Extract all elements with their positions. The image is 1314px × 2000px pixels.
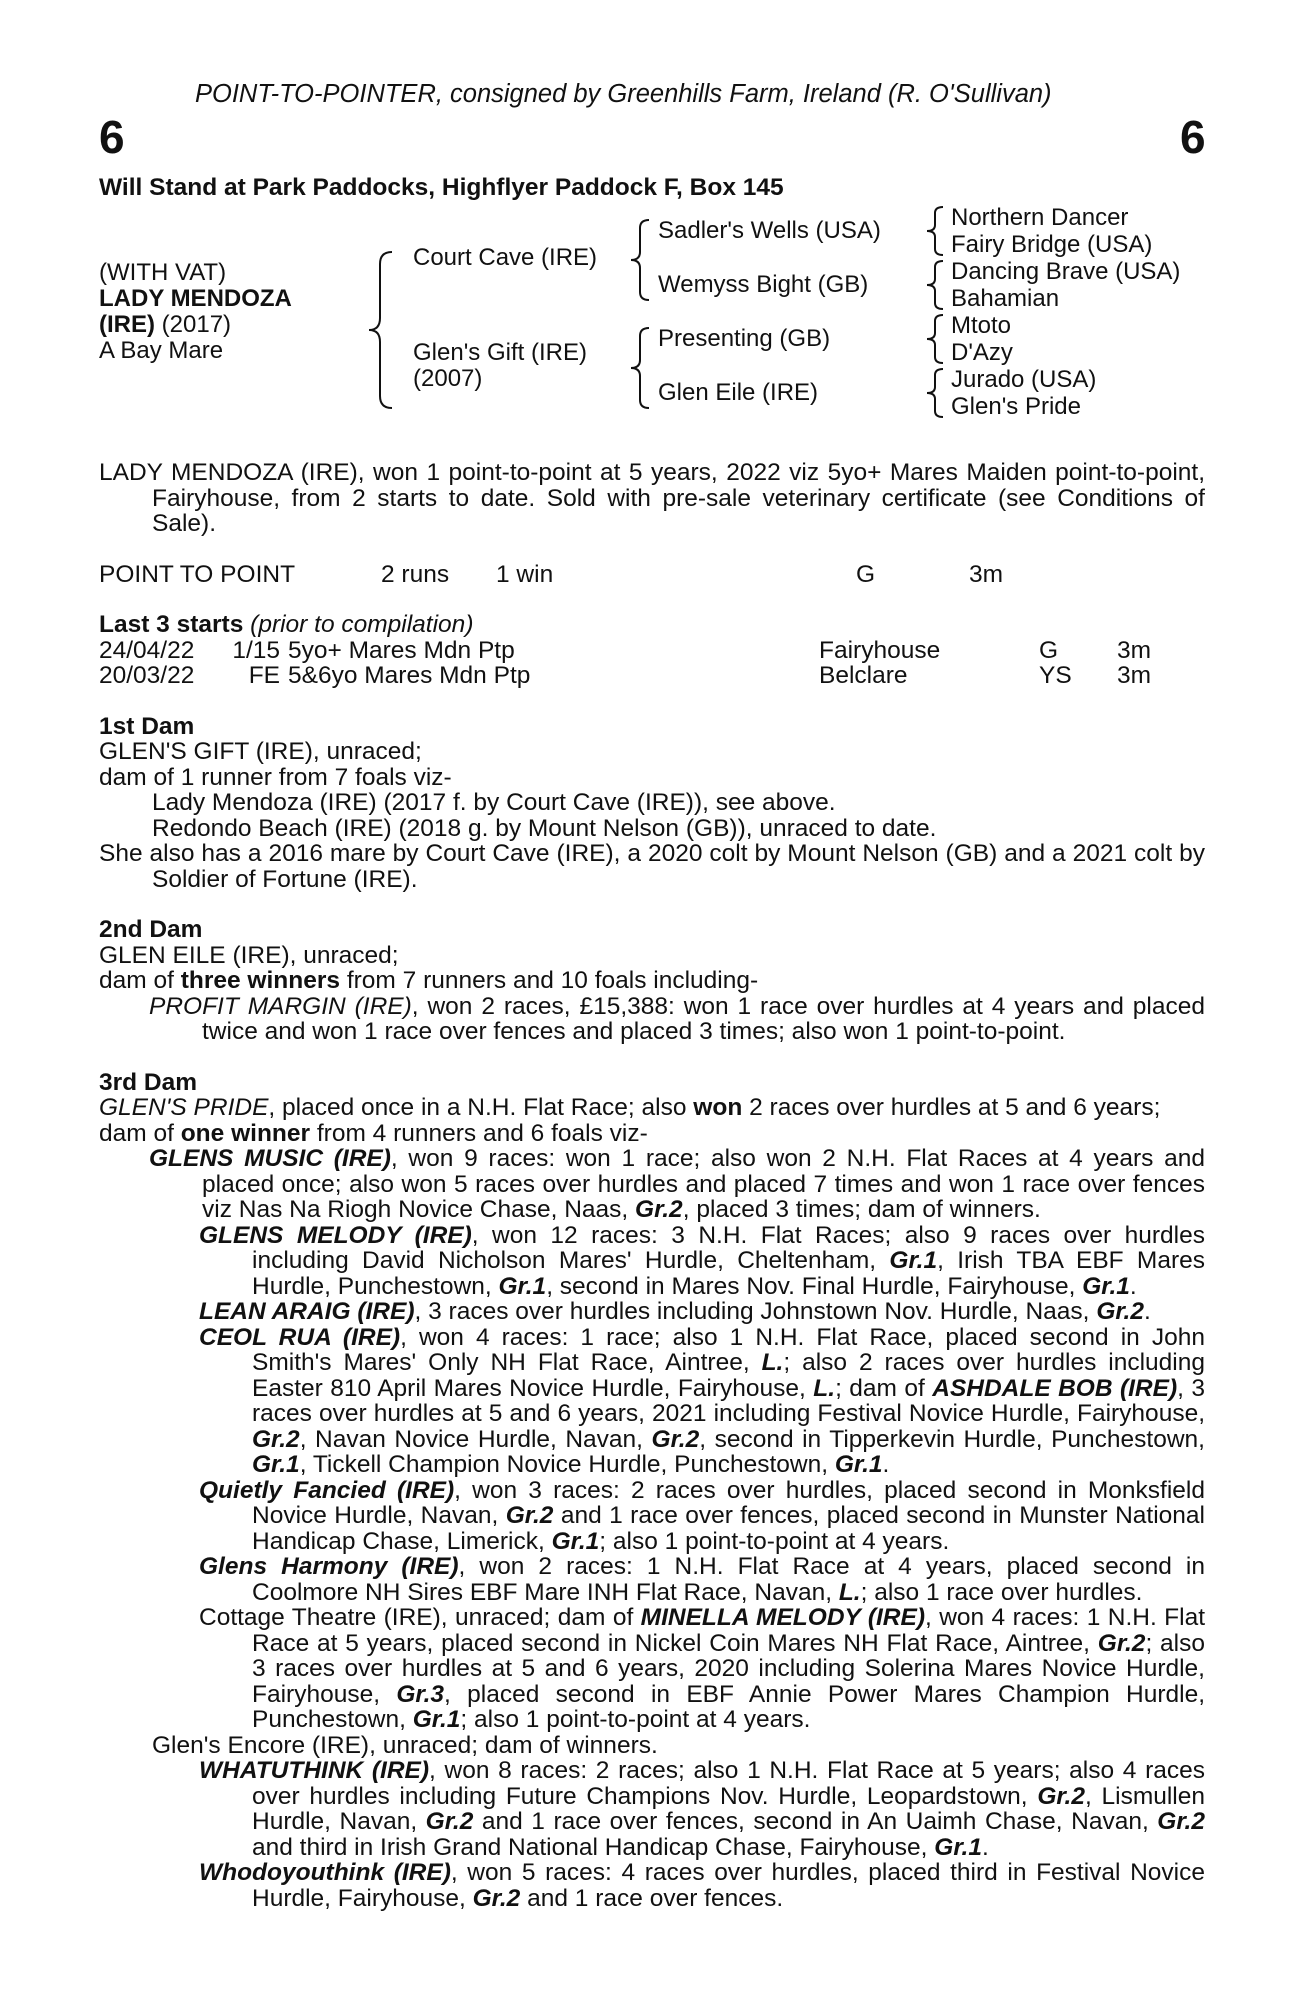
sire-name: Court Cave (IRE) (413, 244, 598, 271)
entry-glens-encore: Glen's Encore (IRE), unraced; dam of winners. (152, 1731, 658, 1759)
lot-number-left: 6 (99, 111, 125, 163)
dam-name: Glen's Gift (IRE) (2007) (413, 339, 587, 392)
entry-cottage-theatre: Cottage Theatre (IRE), unraced; dam of MINELLA MELODY (IRE), won 4 races: 1 N.H. Flat Race at 5 years, placed second in Nickel Coin Mares NH Flat Race, Aintree, Gr.2; also 3 races over hurdles at 5 and 6 years, 2020 including Solerina Mares Novice Hurdle, Fairyhouse, Gr.3, placed second in EBF Annie Power Mares Champion Hurdle, Punchestown, Gr.1; also 1 point-to-point at 4 years. (199, 1604, 1206, 1733)
page-header: POINT-TO-POINTER, consigned by Greenhills Farm, Ireland (R. O'Sullivan) (195, 80, 1052, 108)
ped-gen2-4: Glen Eile (IRE) (658, 379, 819, 406)
entry-whodoyouthink: Whodoyouthink (IRE), won 5 races: 4 races over hurdles, placed third in Festival Novice Hurdle, Fairyhouse, Gr.2 and 1 race over fences. (199, 1859, 1205, 1912)
horse-name: LADY MENDOZA (99, 285, 292, 312)
ped-gen2-1: Sadler's Wells (USA) (658, 217, 881, 244)
entry-lean-araig: LEAN ARAIG (IRE), 3 races over hurdles including Johnstown Nov. Hurdle, Naas, Gr.2. (199, 1298, 1151, 1325)
ped-gen3-2: Fairy Bridge (USA) (951, 231, 1153, 258)
second-dam-entry-1: PROFIT MARGIN (IRE), won 2 races, £15,388: won 1 race over hurdles at 4 years and placed twice and won 1 race over fences and placed 3 times; also won 1 point-to-point. (149, 992, 1206, 1045)
entry-glens-harmony: Glens Harmony (IRE), won 2 races: 1 N.H. Flat Race at 4 years, placed second in Coolmore NH Sires EBF Mare INH Flat Race, Navan, L.; also 1 race over hurdles. (199, 1553, 1205, 1606)
horse-year: (2017) (155, 311, 232, 338)
second-dam-line: GLEN EILE (IRE), unraced; (99, 941, 399, 969)
horse-info (99, 260, 292, 364)
pedigree-brace-dam (628, 326, 652, 410)
first-dam-line: GLEN'S GIFT (IRE), unraced; (99, 738, 422, 765)
horse-description: A Bay Mare (99, 337, 224, 364)
pedigree-brace-g3-3 (924, 313, 946, 365)
ped-gen2-3: Presenting (GB) (658, 325, 831, 352)
stand-location: Will Stand at Park Paddocks, Highflyer Paddock F, Box 145 (99, 174, 784, 201)
ped-gen3-1: Northern Dancer (951, 204, 1129, 231)
pedigree-brace-g3-2 (924, 259, 946, 311)
ped-gen3-7: Jurado (USA) (951, 366, 1097, 393)
ped-gen3-5: Mtoto (951, 312, 1012, 339)
pedigree-brace-g3-1 (924, 205, 946, 257)
offspring-2: Redondo Beach (IRE) (2018 g. by Mount Nelson (GB)), unraced to date. (152, 814, 937, 842)
horse-country: (IRE) (99, 311, 155, 338)
entry-glens-melody: GLENS MELODY (IRE), won 12 races: 3 N.H. Flat Races; also 9 races over hurdles including David Nicholson Mares' Hurdle, Cheltenham, Gr.1, Irish TBA EBF Mares Hurdle, Punchestown, Gr.1, second in Mares Nov. Final Hurdle, Fairyhouse, Gr.1. (199, 1221, 1205, 1300)
second-dam-produce: dam of three winners from 7 runners and 10 foals including- (99, 967, 759, 994)
start-row-2: 20/03/22 FE 5&6yo Mares Mdn Ptp Belclare YS 3m (99, 662, 1152, 689)
first-dam-produce: dam of 1 runner from 7 foals viz- (99, 763, 452, 791)
ptp-summary: POINT TO POINT 2 runs 1 win G 3m (99, 560, 1004, 588)
lot-number-right: 6 (1180, 111, 1206, 163)
ped-gen3-6: D'Azy (951, 339, 1013, 366)
vat-note: (WITH VAT) (99, 259, 227, 286)
ped-gen3-3: Dancing Brave (USA) (951, 258, 1181, 285)
ped-gen2-2: Wemyss Bight (GB) (658, 271, 869, 298)
main-text (99, 460, 1205, 1911)
intro-paragraph: LADY MENDOZA (IRE), won 1 point-to-point at 5 years, 2022 viz 5yo+ Mares Maiden point-to-point, Fairyhouse, from 2 starts to date. Sold with pre-sale veterinary certificate (see Conditions of Sale). (99, 459, 1205, 537)
ped-gen3-4: Bahamian (951, 285, 1060, 312)
third-dam-produce: dam of one winner from 4 runners and 6 foals viz- (99, 1119, 648, 1147)
entry-ceol-rua: CEOL RUA (IRE), won 4 races: 1 race; also 1 N.H. Flat Race, placed second in John Smith's Mares' Only NH Flat Race, Aintree, L.; also 2 races over hurdles including Easter 810 April Mares Novice Hurdle, Fairyhouse, L.; dam of ASHDALE BOB (IRE), 3 races over hurdles at 5 and 6 years, 2021 including Festival Novice Hurdle, Fairyhouse, Gr.2, Navan Novice Hurdle, Navan, Gr.2, second in Tipperkevin Hurdle, Punchestown, Gr.1, Tickell Champion Novice Hurdle, Punchestown, Gr.1. (199, 1323, 1206, 1478)
third-dam-line: GLEN'S PRIDE, placed once in a N.H. Flat Race; also won 2 races over hurdles at 5 and 6 years; (99, 1094, 1161, 1121)
entry-whatuthink: WHATUTHINK (IRE), won 8 races: 2 races; also 1 N.H. Flat Race at 5 years; also 4 races over hurdles including Future Champions Nov. Hurdle, Leopardstown, Gr.2, Lismullen Hurdle, Navan, Gr.2 and 1 race over fences, second in An Uaimh Chase, Navan, Gr.2 and third in Irish Grand National Handicap Chase, Fairyhouse, Gr.1. (199, 1757, 1205, 1861)
second-dam-heading: 2nd Dam (99, 916, 203, 943)
last-starts-heading: Last 3 starts (prior to compilation) (99, 611, 474, 638)
pedigree-brace-main (366, 250, 396, 410)
entry-quietly-fancied: Quietly Fancied (IRE), won 3 races: 2 races over hurdles, placed second in Monksfield Novice Hurdle, Navan, Gr.2 and 1 race over fences, placed second in Munster National Handicap Chase, Limerick, Gr.1; also 1 point-to-point at 4 years. (199, 1476, 1205, 1555)
first-dam-heading: 1st Dam (99, 712, 195, 740)
start-row-1: 24/04/22 1/15 5yo+ Mares Mdn Ptp Fairyhouse G 3m (99, 636, 1152, 664)
entry-glens-music: GLENS MUSIC (IRE), won 9 races: won 1 race; also won 2 N.H. Flat Races at 4 years and placed once; also won 5 races over hurdles and placed 7 times and won 1 race over fences viz Nas Na Riogh Novice Chase, Naas, Gr.2, placed 3 times; dam of winners. (149, 1145, 1205, 1223)
offspring-1: Lady Mendoza (IRE) (2017 f. by Court Cave (IRE)), see above. (152, 789, 836, 816)
ped-gen3-8: Glen's Pride (951, 393, 1081, 420)
pedigree-brace-g3-4 (924, 367, 946, 419)
first-dam-also: She also has a 2016 mare by Court Cave (IRE), a 2020 colt by Mount Nelson (GB) and a 2021 colt by Soldier of Fortune (IRE). (99, 840, 1205, 893)
third-dam-heading: 3rd Dam (99, 1068, 198, 1096)
pedigree-brace-sire (628, 218, 652, 302)
